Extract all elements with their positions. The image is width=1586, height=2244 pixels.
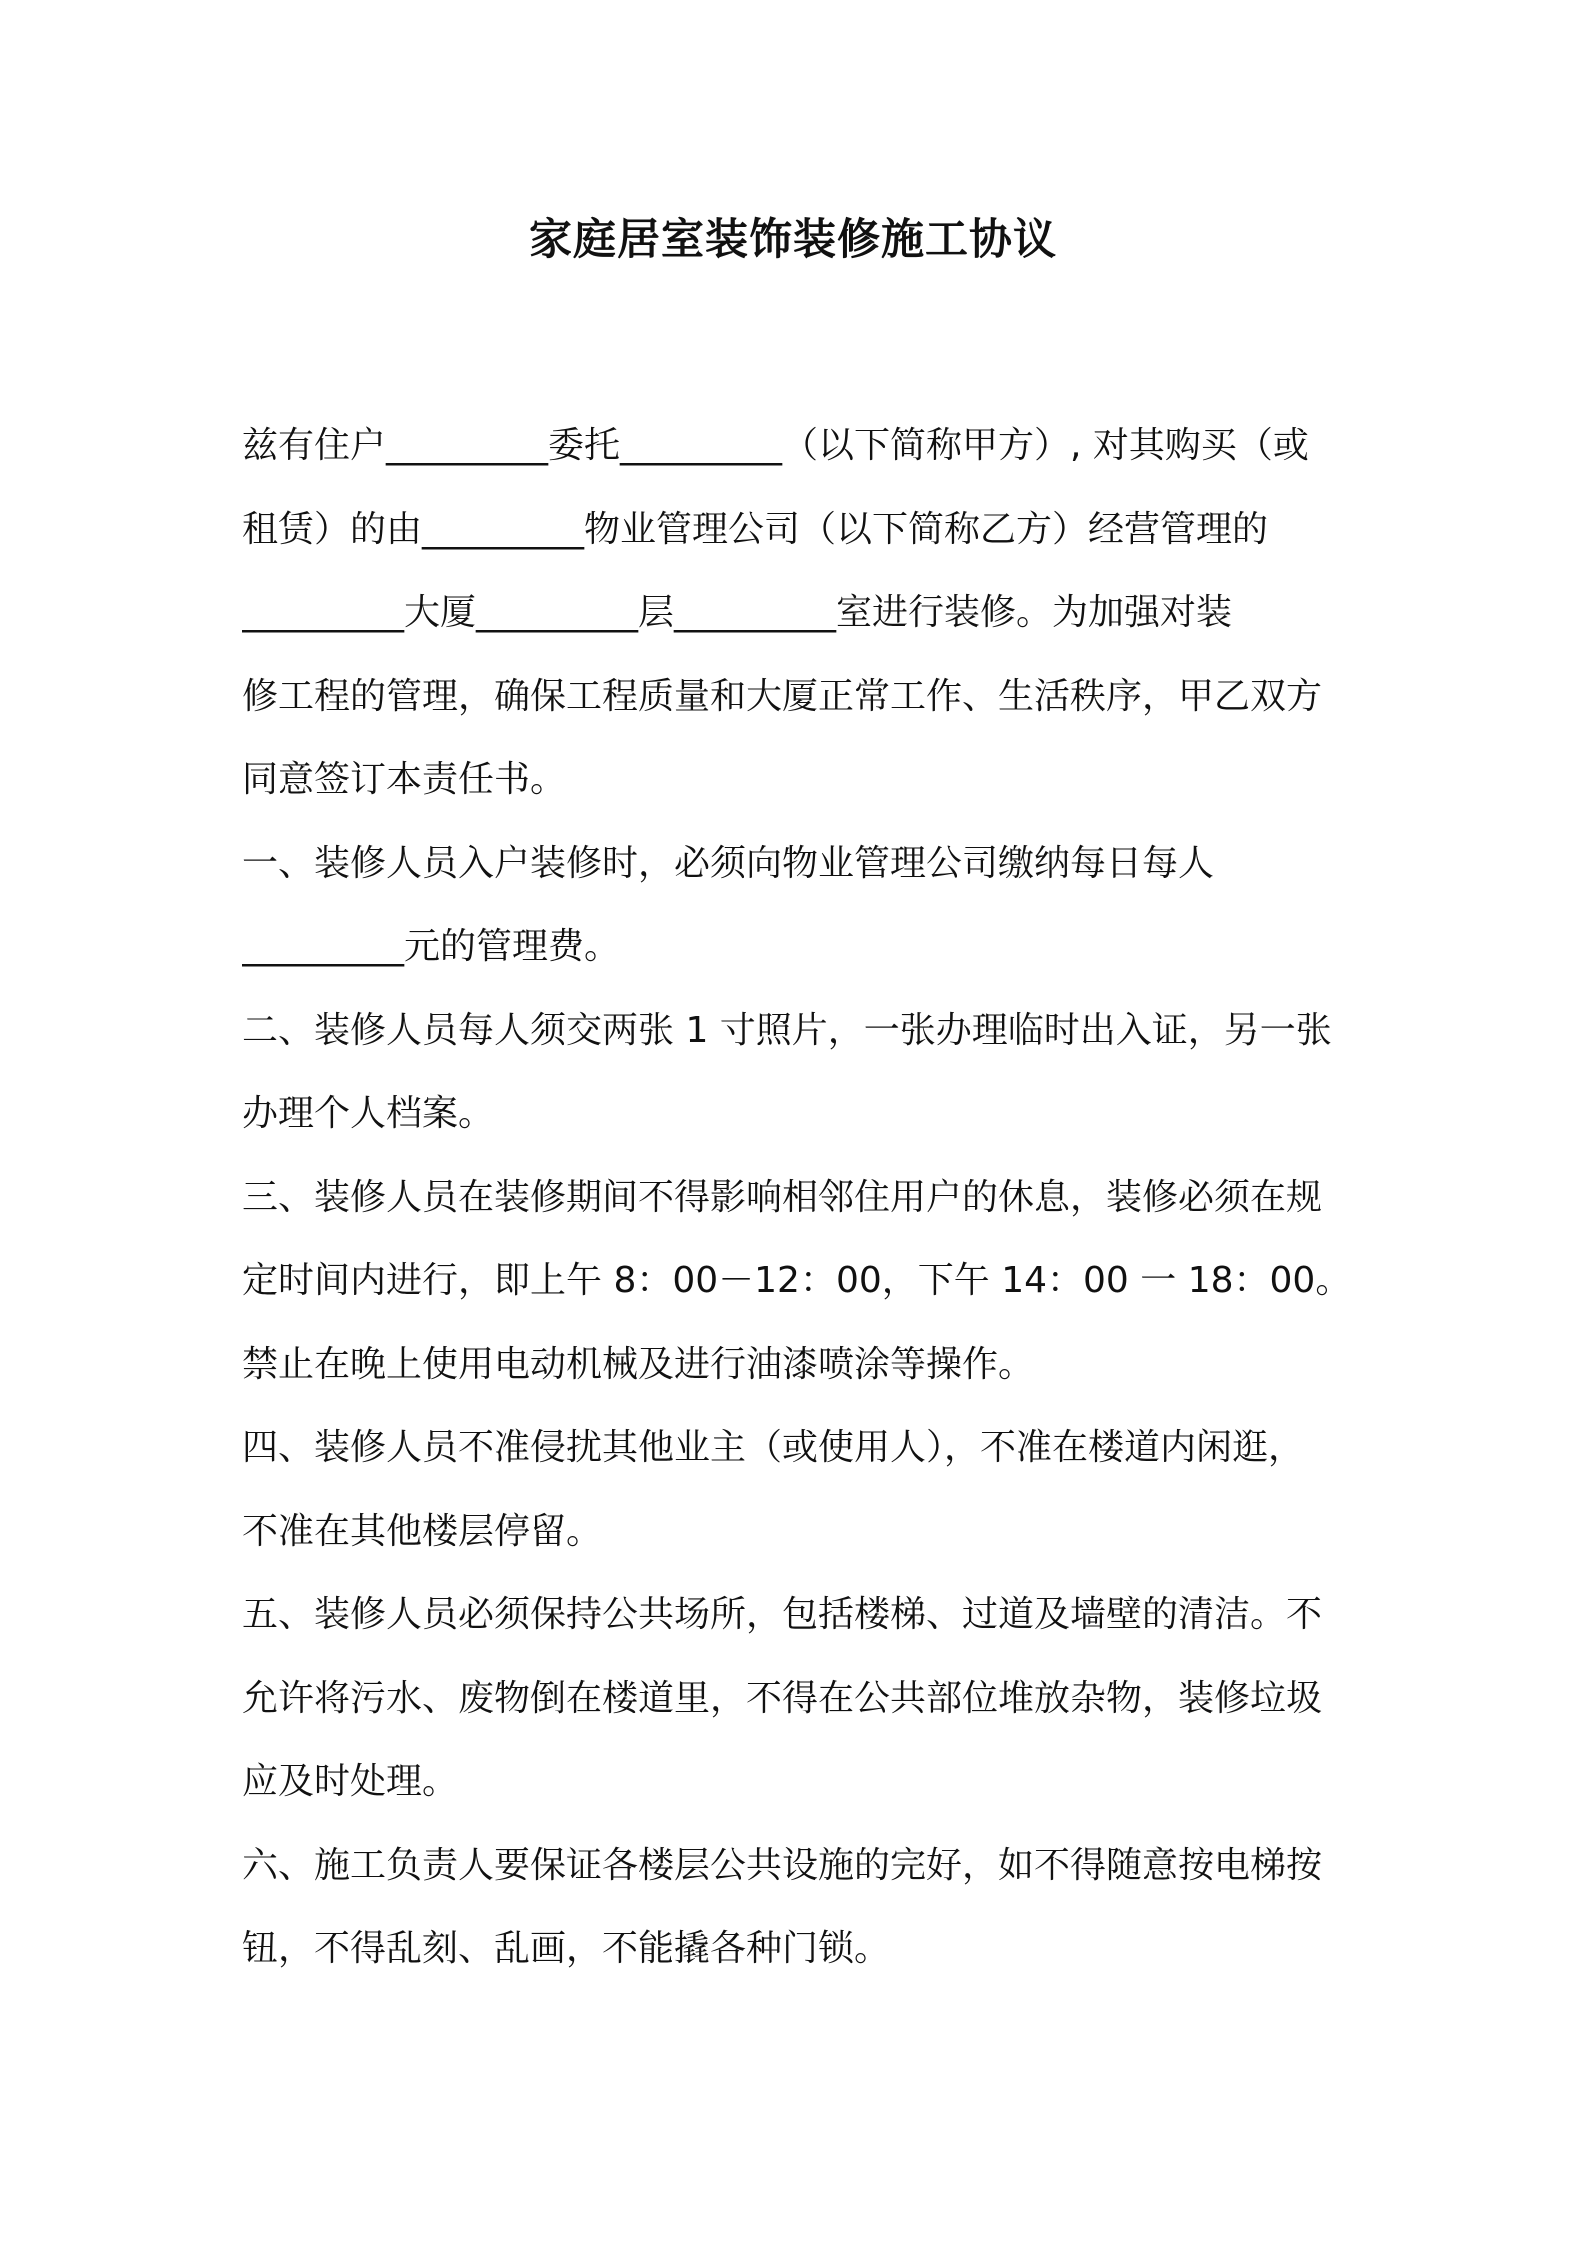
clause-2-line: 办理个人档案。 xyxy=(242,1093,495,1134)
clause-4-line: 不准在其他楼层停留。 xyxy=(242,1510,603,1552)
document-title: 家庭居室装饰装修施工协议 xyxy=(529,215,1057,265)
text-line: 同意签订本责任书。 xyxy=(242,759,567,800)
clause-5-line: 五、装修人员必须保持公共场所，包括楼梯、过道及墙壁的清洁。不 xyxy=(242,1594,1323,1635)
clause-3-line: 禁止在晚上使用电动机械及进行油漆喷涂等操作。 xyxy=(242,1343,1035,1385)
text-line: _________大厦_________层_________室进行装修。为加强对装 xyxy=(242,592,1233,633)
clause-3-line: 定时间内进行，即上午 8：00－12：00，下午 14：00 一 18：00。 xyxy=(242,1260,1352,1301)
clause-5-line: 应及时处理。 xyxy=(242,1761,459,1802)
clause-6-line: 钮，不得乱刻、乱画，不能撬各种门锁。 xyxy=(242,1928,891,1969)
clause-3-line: 三、装修人员在装修期间不得影响相邻住用户的休息，装修必须在规 xyxy=(242,1176,1323,1218)
document-body xyxy=(242,404,1362,1991)
text-line: 租赁）的由_________物业管理公司（以下简称乙方）经营管理的 xyxy=(242,508,1269,550)
clause-2-line: 二、装修人员每人须交两张 1 寸照片，一张办理临时出入证，另一张 xyxy=(242,1009,1332,1051)
clause-4-line: 四、装修人员不准侵扰其他业主（或使用人），不准在楼道内闲逛， xyxy=(242,1427,1305,1468)
clause-1-line: 一、装修人员入户装修时，必须向物业管理公司缴纳每日每人 xyxy=(242,842,1215,884)
clause-1-line: _________元的管理费。 xyxy=(242,926,621,967)
clause-5-line: 允许将污水、废物倒在楼道里，不得在公共部位堆放杂物，装修垃圾 xyxy=(242,1677,1323,1719)
text-line: 修工程的管理，确保工程质量和大厦正常工作、生活秩序，甲乙双方 xyxy=(242,675,1323,717)
clause-6-line: 六、施工负责人要保证各楼层公共设施的完好，如不得随意按电梯按 xyxy=(242,1844,1323,1886)
text-line: 兹有住户_________委托_________（以下简称甲方）, 对其购买（或 xyxy=(242,425,1309,466)
